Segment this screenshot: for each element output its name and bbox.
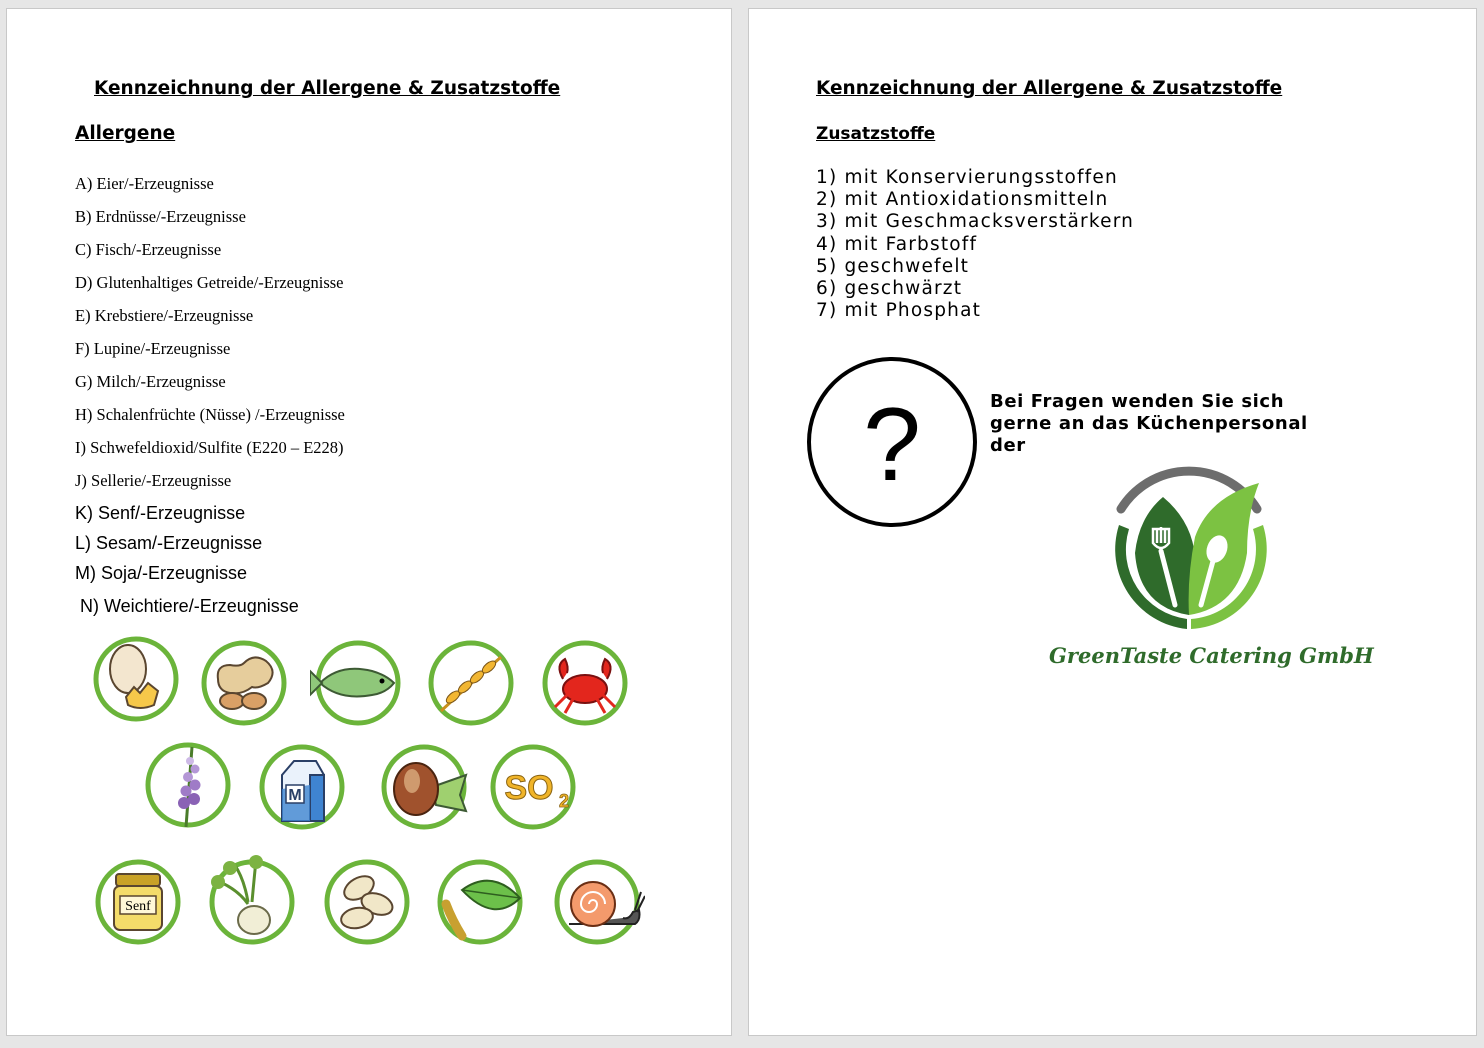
allergen-item: N) Weichtiere/-Erzeugnisse xyxy=(80,596,299,616)
additive-item: 4) mit Farbstoff xyxy=(816,234,978,255)
contact-line: Bei Fragen wenden Sie sich xyxy=(990,391,1285,412)
milk-letter: M xyxy=(288,787,302,804)
allergen-item: C) Fisch/-Erzeugnisse xyxy=(75,240,222,259)
allergen-item: F) Lupine/-Erzeugnisse xyxy=(75,339,231,358)
sesame-icon xyxy=(319,854,415,950)
sulfite-icon xyxy=(485,739,581,835)
allergen-item: L) Sesam/-Erzeugnisse xyxy=(75,533,263,553)
allergen-item: K) Senf/-Erzeugnisse xyxy=(75,503,246,523)
hazelnut-icon xyxy=(376,739,472,835)
contact-line: der xyxy=(990,435,1026,456)
egg-icon xyxy=(88,631,184,727)
brand-logo xyxy=(1099,457,1279,637)
additive-item: 6) geschwärzt xyxy=(816,278,963,299)
section-heading-allergene: Allergene xyxy=(75,123,176,144)
allergen-item: H) Schalenfrüchte (Nüsse) /-Erzeugnisse xyxy=(75,405,345,424)
soy-icon xyxy=(432,854,528,950)
section-heading-zusatzstoffe: Zusatzstoffe xyxy=(816,124,936,144)
so2-subscript: 2 xyxy=(558,791,570,811)
peanut-icon xyxy=(196,635,292,731)
allergen-item: M) Soja/-Erzeugnisse xyxy=(75,563,248,583)
contact-line: gerne an das Küchenpersonal xyxy=(990,413,1308,434)
page-title: Kennzeichnung der Allergene & Zusatzstoffe xyxy=(94,78,561,99)
brand-name: GreenTaste Catering GmbH xyxy=(1049,643,1374,668)
page-title: Kennzeichnung der Allergene & Zusatzstoffe xyxy=(816,78,1283,99)
allergen-item: B) Erdnüsse/-Erzeugnisse xyxy=(75,207,246,226)
mustard-icon xyxy=(90,854,186,950)
contact-note xyxy=(990,391,1390,457)
document-page-zusatzstoffe xyxy=(748,8,1477,1036)
allergen-item: E) Krebstiere/-Erzeugnisse xyxy=(75,306,254,325)
additive-item: 2) mit Antioxidationsmitteln xyxy=(816,189,1109,210)
additive-item: 5) geschwefelt xyxy=(816,256,970,277)
allergen-item: I) Schwefeldioxid/Sulfite (E220 – E228) xyxy=(75,438,344,457)
additive-item: 7) mit Phosphat xyxy=(816,300,982,321)
celery-icon xyxy=(204,854,300,950)
allergen-item: J) Sellerie/-Erzeugnisse xyxy=(75,471,232,490)
fish-icon xyxy=(310,635,406,731)
allergen-item: A) Eier/-Erzeugnisse xyxy=(75,174,214,193)
mustard-label: Senf xyxy=(125,899,151,914)
additive-item: 1) mit Konservierungsstoffen xyxy=(816,167,1118,188)
milk-icon xyxy=(254,739,350,835)
question-mark-icon xyxy=(806,356,978,528)
wheat-icon xyxy=(423,635,519,731)
crab-icon xyxy=(537,635,633,731)
question-mark-glyph: ? xyxy=(863,387,921,503)
allergen-item: D) Glutenhaltiges Getreide/-Erzeugnisse xyxy=(75,273,344,292)
document-page-allergene xyxy=(6,8,732,1036)
allergen-item: G) Milch/-Erzeugnisse xyxy=(75,372,226,391)
lupine-icon xyxy=(140,737,236,833)
so2-text: SO xyxy=(504,769,554,807)
additive-item: 3) mit Geschmacksverstärkern xyxy=(816,211,1135,232)
snail-icon xyxy=(549,854,645,950)
